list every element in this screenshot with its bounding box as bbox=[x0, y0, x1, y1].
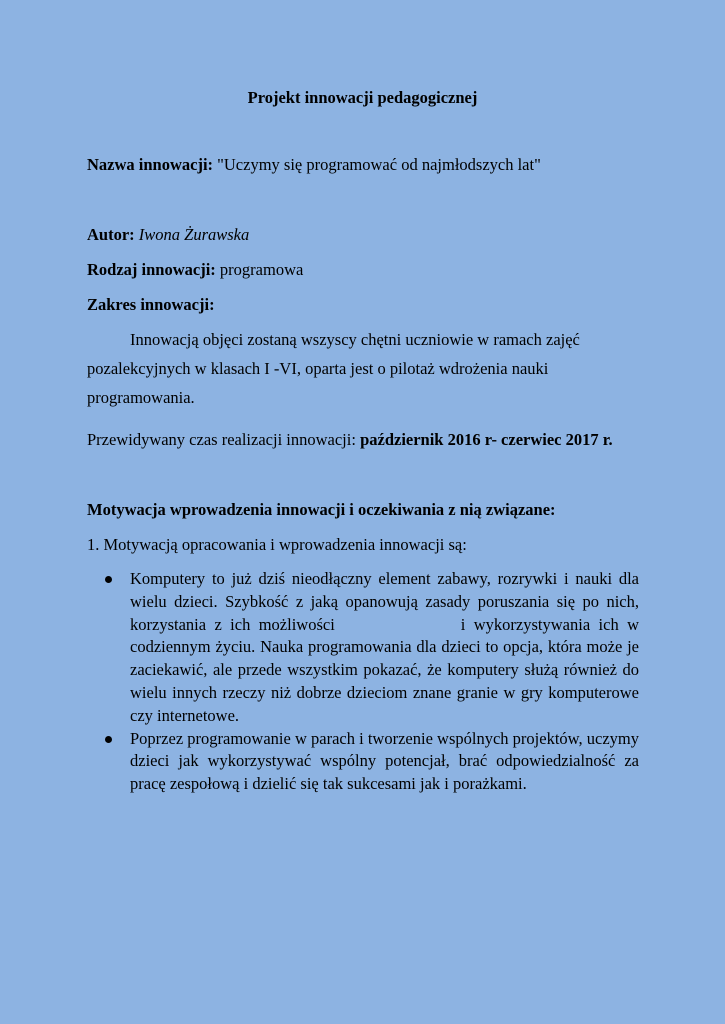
bullet-1-text-part-1: Komputery to już dziś nieodłączny element zabawy, rozrywki i nauki dla wielu dzieci. Szybkość z jaką opanowują zasady poruszania się po nich, korzystania z ich możliwości bbox=[130, 569, 639, 634]
scope-label: Zakres innowacji: bbox=[87, 295, 215, 314]
innovation-name-value: "Uczymy się programować od najmłodszych lat" bbox=[213, 155, 541, 174]
document-title: Projekt innowacji pedagogicznej bbox=[247, 88, 478, 107]
innovation-type-line bbox=[87, 260, 303, 280]
bullet-1-text-part-2: i wykorzystywania ich w codziennym życiu. Nauka programowania dla dzieci to opcja, która może je zaciekawić, ale przede wszystkim pokazać, że komputery służą również do wielu innych rzeczy niż dobrze dzieciom znane granie w gry komputerowe czy internetowe. bbox=[130, 614, 639, 725]
innovation-name-label: Nazwa innowacji: bbox=[87, 155, 214, 174]
list-item bbox=[104, 568, 639, 728]
duration-value: październik 2016 r- czerwiec 2017 r. bbox=[360, 430, 613, 449]
duration-line bbox=[87, 430, 613, 450]
motivation-heading-text: Motywacja wprowadzenia innowacji i oczekiwania z nią związane: bbox=[87, 500, 556, 519]
author-label: Autor: bbox=[87, 225, 135, 244]
scope-text-line-2: pozalekcyjnych w klasach I -VI, oparta jest o pilotaż wdrożenia nauki bbox=[87, 359, 549, 378]
scope-text-line-1: Innowacją objęci zostaną wszyscy chętni uczniowie w ramach zajęć bbox=[130, 330, 580, 349]
motivation-heading bbox=[87, 500, 556, 520]
motivation-bullet-list bbox=[104, 568, 639, 796]
bullet-2-text: Poprzez programowanie w parach i tworzenie wspólnych projektów, uczymy dzieci jak wykorzystywać wspólny potencjał, brać odpowiedzialność za pracę zespołową i dzielić się tak sukcesami jak i porażkami. bbox=[130, 728, 639, 794]
scope-text-line-3: programowania. bbox=[87, 388, 195, 407]
list-item bbox=[104, 728, 639, 796]
author-line bbox=[87, 225, 249, 245]
innovation-type-label: Rodzaj innowacji: bbox=[87, 260, 216, 279]
duration-label: Przewidywany czas realizacji innowacji: bbox=[87, 430, 361, 449]
innovation-type-value: programowa bbox=[215, 260, 304, 279]
motivation-intro: 1. Motywacją opracowania i wprowadzenia innowacji są: bbox=[87, 535, 467, 554]
scope-heading bbox=[87, 295, 215, 315]
innovation-name-line bbox=[87, 155, 541, 175]
author-value: Iwona Żurawska bbox=[138, 225, 250, 244]
